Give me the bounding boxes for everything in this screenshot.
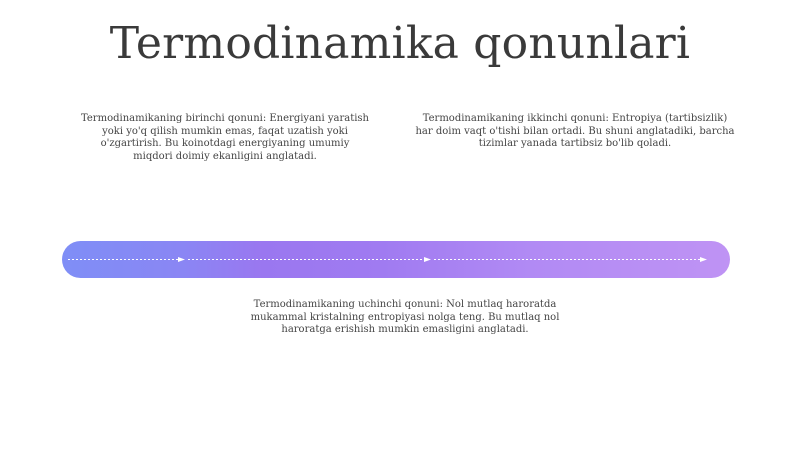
arrow-head-3-icon xyxy=(700,257,707,262)
first-law-text: Termodinamikaning birinchi qonuni: Energiyani yaratish yoki yo'q qilish mumkin emas, faqat uzatish yoki o'zgartirish. Bu koinotdagi energiyaning umumiy miqdori doimiy ekanligini anglatadi. xyxy=(81,113,369,162)
second-law-text: Termodinamikaning ikkinchi qonuni: Entropiya (tartibsizlik) har doim vaqt o'tishi bilan ortadi. Bu shuni anglatadiki, barcha tizimlar yanada tartibsiz bo'lib qoladi. xyxy=(415,113,735,149)
arrow-head-2-icon xyxy=(424,257,431,262)
timeline-arrows xyxy=(62,241,730,278)
arrow-head-1-icon xyxy=(178,257,185,262)
timeline-bar xyxy=(62,241,730,278)
slide-title: Termodinamika qonunlari xyxy=(109,18,691,69)
third-law-text: Termodinamikaning uchinchi qonuni: Nol mutlaq haroratda mukammal kristalning entropiyasi nolga teng. Bu mutlaq nol haroratga erishish mumkin emasligini anglatadi. xyxy=(250,299,560,335)
